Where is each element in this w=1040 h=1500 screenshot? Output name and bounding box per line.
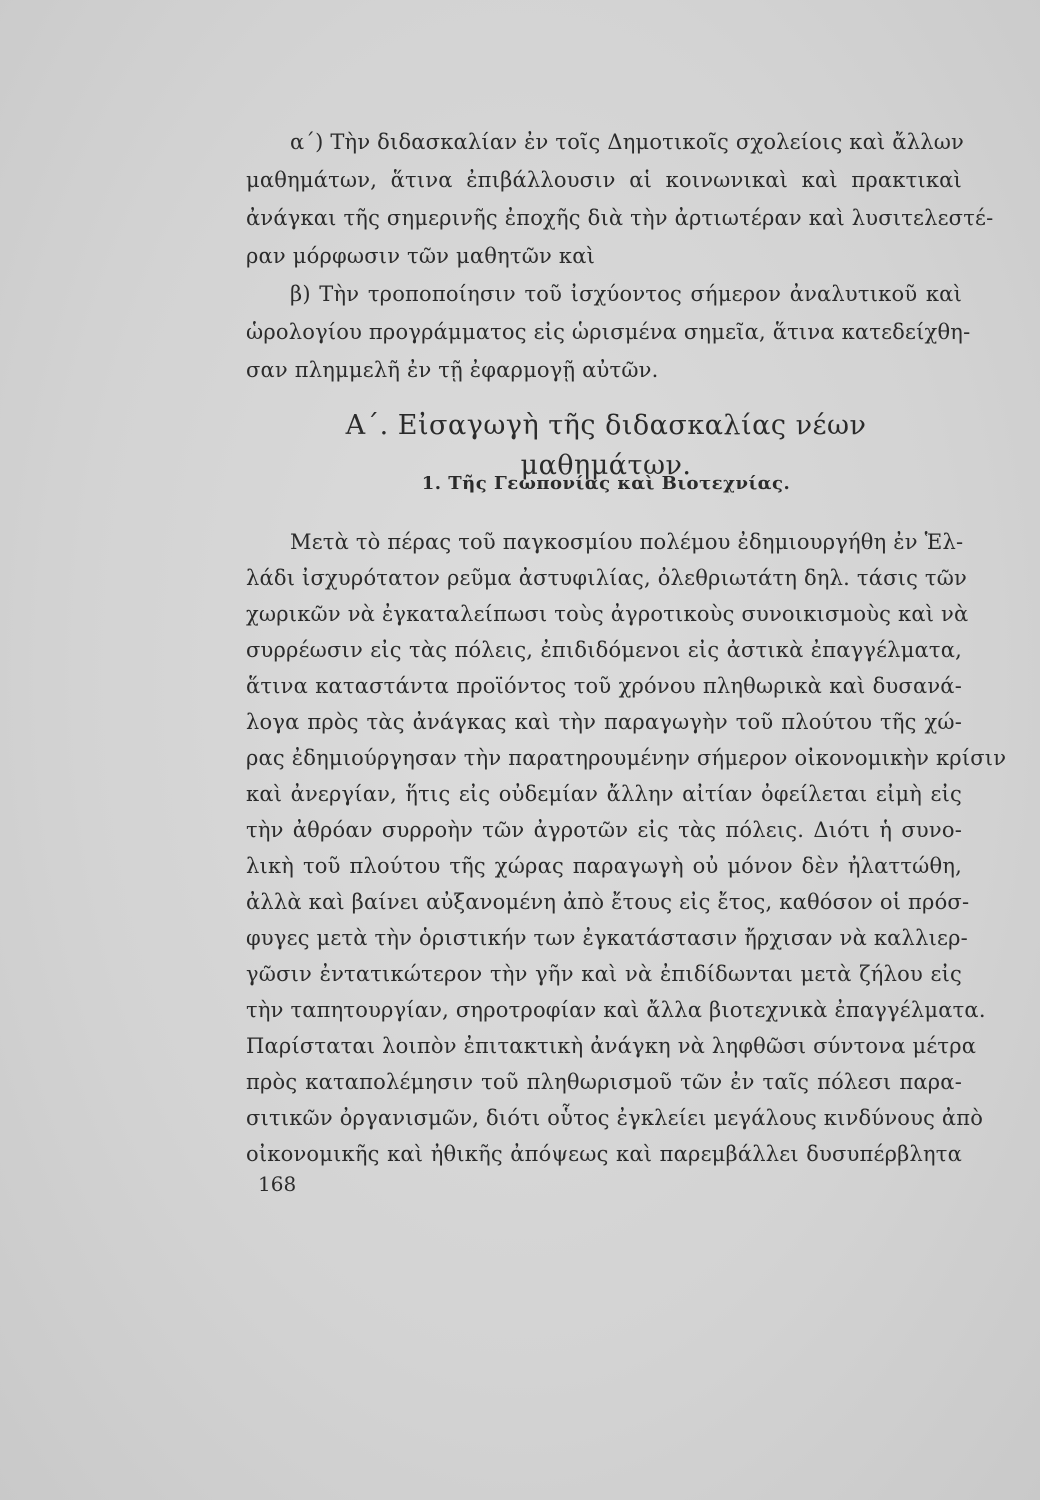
- body-line: γῶσιν ἐντατικώτερον τὴν γῆν καὶ νὰ ἐπιδίδωνται μετὰ ζήλου εἰς: [246, 962, 962, 986]
- paragraph-b-line: σαν πλημμελῆ ἐν τῇ ἐφαρμογῇ αὐτῶν.: [246, 358, 659, 382]
- body-line: ρας ἐδημιούργησαν τὴν παρατηρουμένην σήμερον οἰκονομικὴν κρίσιν: [246, 746, 1007, 770]
- body-line: τὴν ἀθρόαν συρροὴν τῶν ἀγροτῶν εἰς τὰς πόλεις. Διότι ἡ συνο-: [246, 818, 962, 842]
- body-line: ἀλλὰ καὶ βαίνει αὐξανομένη ἀπὸ ἔτους εἰς ἔτος, καθόσον οἱ πρόσ-: [246, 890, 970, 914]
- body-line: λογα πρὸς τὰς ἀνάγκας καὶ τὴν παραγωγὴν τοῦ πλούτου τῆς χώ-: [246, 710, 962, 734]
- section-heading: Α΄. Εἰσαγωγὴ τῆς διδασκαλίας νέων μαθημάτων.: [345, 410, 867, 481]
- paragraph-b-line: ὡρολογίου προγράμματος εἰς ὡρισμένα σημεῖα, ἅτινα κατεδείχθη-: [246, 320, 971, 344]
- paragraph-a-line: ἀνάγκαι τῆς σημερινῆς ἐποχῆς διὰ τὴν ἀρτιωτέραν καὶ λυσιτελεστέ-: [246, 206, 994, 230]
- page-number: 168: [258, 1172, 297, 1196]
- body-line: πρὸς καταπολέμησιν τοῦ πληθωρισμοῦ τῶν ἐν ταῖς πόλεσι παρα-: [246, 1070, 962, 1094]
- paragraph-a-line: μαθημάτων, ἅτινα ἐπιβάλλουσιν αἱ κοινωνικαὶ καὶ πρακτικαὶ: [246, 168, 962, 192]
- body-line: καὶ ἀνεργίαν, ἥτις εἰς οὐδεμίαν ἄλλην αἰτίαν ὀφείλεται εἰμὴ εἰς: [246, 782, 962, 806]
- subsection-heading: 1. Τῆς Γεωπονίας καὶ Βιοτεχνίας.: [421, 473, 791, 494]
- body-line: λικὴ τοῦ πλούτου τῆς χώρας παραγωγὴ οὐ μόνον δὲν ἠλαττώθη,: [246, 854, 962, 878]
- body-line: χωρικῶν νὰ ἐγκαταλείπωσι τοὺς ἀγροτικοὺς συνοικισμοὺς καὶ νὰ: [246, 602, 969, 626]
- paragraph-a-line: ραν μόρφωσιν τῶν μαθητῶν καὶ: [246, 244, 596, 268]
- body-line: φυγες μετὰ τὴν ὁριστικήν των ἐγκατάστασιν ἤρχισαν νὰ καλλιερ-: [246, 926, 968, 950]
- paragraph-b-line: β) Τὴν τροποποίησιν τοῦ ἰσχύοντος σήμερον ἀναλυτικοῦ καὶ: [290, 282, 962, 306]
- body-line: Μετὰ τὸ πέρας τοῦ παγκοσμίου πολέμου ἐδημιουργήθη ἐν Ἑλ-: [290, 530, 964, 554]
- body-line: τὴν ταπητουργίαν, σηροτροφίαν καὶ ἄλλα βιοτεχνικὰ ἐπαγγέλματα.: [246, 998, 986, 1022]
- body-line: οἰκονομικῆς καὶ ἠθικῆς ἀπόψεως καὶ παρεμβάλλει δυσυπέρβλητα: [246, 1142, 962, 1166]
- paragraph-a-line: α΄) Τὴν διδασκαλίαν ἐν τοῖς Δημοτικοῖς σχολείοις καὶ ἄλλων: [290, 130, 965, 154]
- body-line: Παρίσταται λοιπὸν ἐπιτακτικὴ ἀνάγκη νὰ ληφθῶσι σύντονα μέτρα: [246, 1034, 977, 1058]
- body-line: συρρέωσιν εἰς τὰς πόλεις, ἐπιδιδόμενοι εἰς ἀστικὰ ἐπαγγέλματα,: [246, 638, 962, 662]
- body-line: ἅτινα καταστάντα προϊόντος τοῦ χρόνου πληθωρικὰ καὶ δυσανά-: [246, 674, 962, 698]
- body-line: λάδι ἰσχυρότατον ρεῦμα ἀστυφιλίας, ὀλεθριωτάτη δηλ. τάσις τῶν: [246, 566, 968, 590]
- body-line: σιτικῶν ὀργανισμῶν, διότι οὗτος ἐγκλείει μεγάλους κινδύνους ἀπὸ: [246, 1106, 984, 1130]
